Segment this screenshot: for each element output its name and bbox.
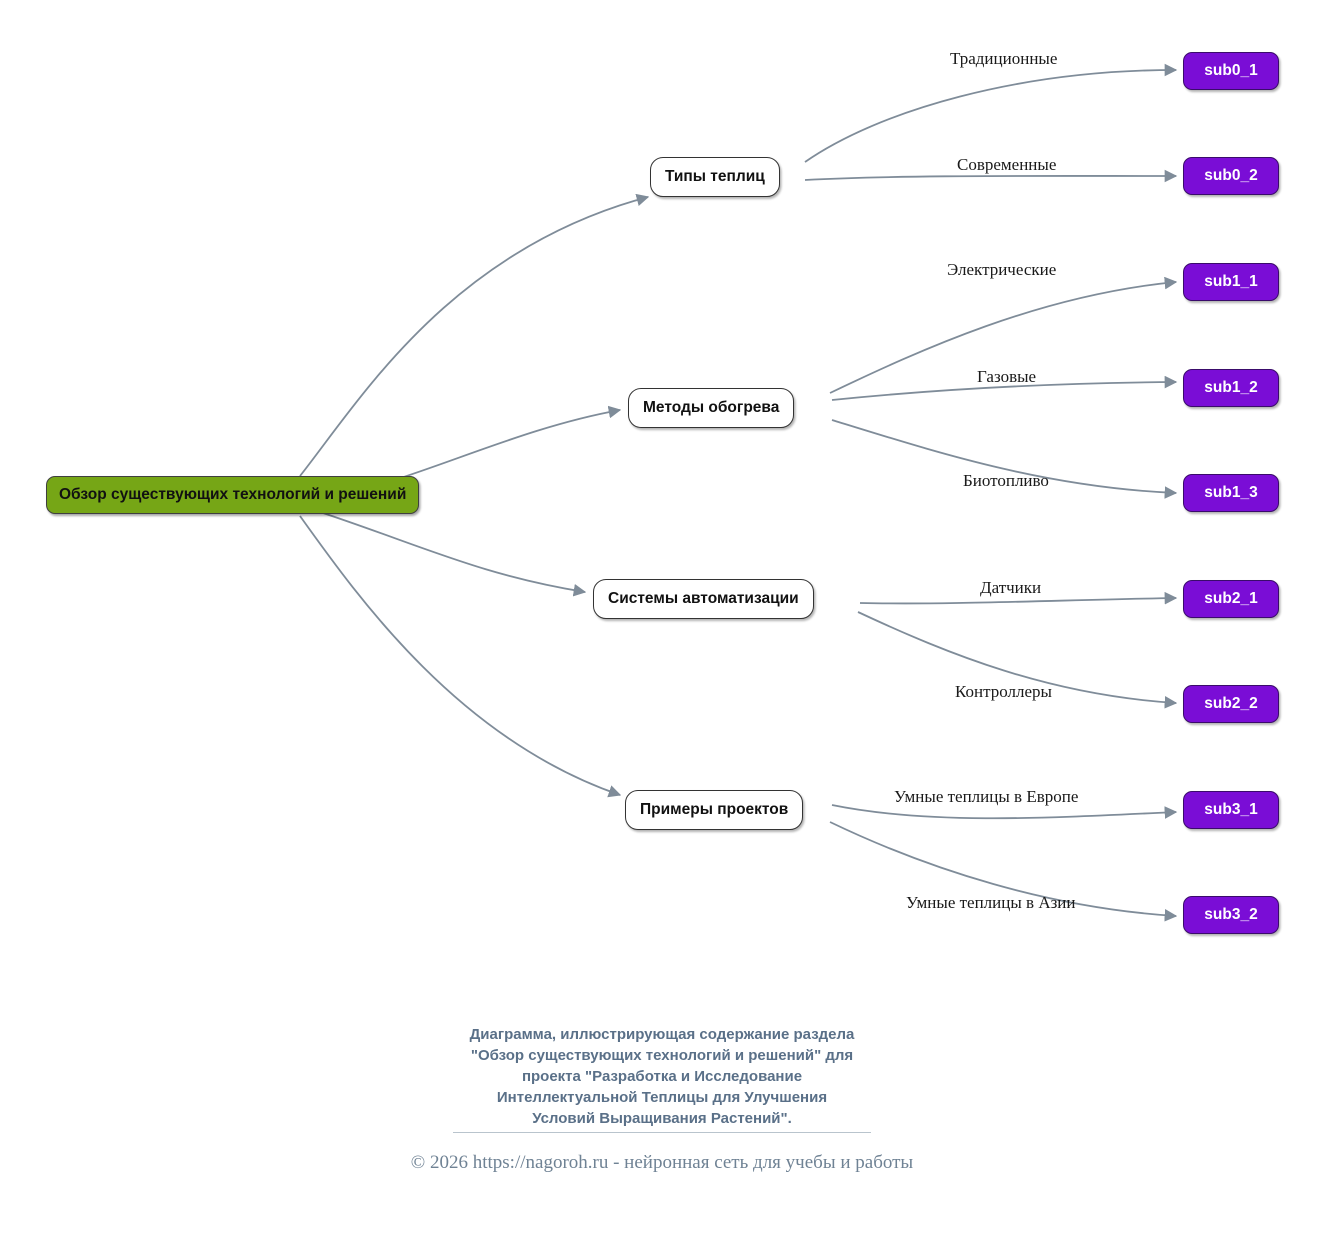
edge-label-controllers: Контроллеры [955, 682, 1052, 701]
footer-credit: © 2026 https://nagoroh.ru - нейронная сеть для учебы и работы [410, 1152, 914, 1173]
node-branch-types[interactable] [650, 157, 780, 197]
node-leaf-sub0_2[interactable] [1183, 157, 1279, 195]
caption-line-4: Интеллектуальной Теплицы для Улучшения [496, 1089, 828, 1106]
node-branch-heating-label: Методы обогрева [643, 399, 780, 416]
caption-line-2: "Обзор существующих технологий и решений" для [470, 1047, 854, 1064]
node-branch-types-label: Типы теплиц [665, 168, 765, 185]
node-leaf-sub2_1-label: sub2_1 [1204, 590, 1258, 607]
edge-label-traditional: Традиционные [950, 49, 1058, 68]
node-branch-projects-label: Примеры проектов [640, 801, 789, 818]
node-root[interactable] [46, 476, 419, 514]
edge-label-gas: Газовые [977, 367, 1037, 386]
node-branch-heating[interactable] [628, 388, 794, 428]
caption-line-5: Условий Выращивания Растений". [532, 1110, 792, 1127]
node-leaf-sub1_3[interactable] [1183, 474, 1279, 512]
node-leaf-sub1_1[interactable] [1183, 263, 1279, 301]
node-branch-automation-label: Системы автоматизации [608, 590, 799, 607]
edge-label-electric: Электрические [947, 260, 1057, 279]
node-leaf-sub1_2[interactable] [1183, 369, 1279, 407]
caption-line-3: проекта "Разработка и Исследование [521, 1068, 803, 1085]
node-leaf-sub3_1-label: sub3_1 [1204, 801, 1258, 818]
caption-divider [453, 1132, 871, 1133]
node-leaf-sub3_2[interactable] [1183, 896, 1279, 934]
node-branch-automation[interactable] [593, 579, 814, 619]
node-leaf-sub2_2[interactable] [1183, 685, 1279, 723]
edge-root-to-types [300, 197, 648, 476]
edge-types-to-sub0_2 [805, 176, 1176, 180]
node-leaf-sub1_2-label: sub1_2 [1204, 379, 1258, 396]
edge-label-smart-greenhouses-asia: Умные теплицы в Азии [906, 893, 1076, 912]
edge-label-smart-greenhouses-europe: Умные теплицы в Европе [894, 787, 1079, 806]
node-leaf-sub3_1[interactable] [1183, 791, 1279, 829]
node-leaf-sub1_1-label: sub1_1 [1204, 273, 1258, 290]
edge-root-to-projects [300, 516, 620, 795]
caption-line-1: Диаграмма, иллюстрирующая содержание раздела [469, 1026, 855, 1043]
edge-label-sensors: Датчики [980, 578, 1042, 597]
edge-types-to-sub0_1 [805, 70, 1176, 162]
edge-label-modern: Современные [957, 155, 1057, 174]
node-leaf-sub0_2-label: sub0_2 [1204, 167, 1258, 184]
node-root-label: Обзор существующих технологий и решений [59, 486, 407, 503]
edge-root-to-automation [320, 512, 585, 592]
node-leaf-sub2_1[interactable] [1183, 580, 1279, 618]
node-leaf-sub1_3-label: sub1_3 [1204, 484, 1258, 501]
node-leaf-sub3_2-label: sub3_2 [1204, 906, 1258, 923]
edge-automation-to-sub2_1 [860, 598, 1176, 603]
node-leaf-sub2_2-label: sub2_2 [1204, 695, 1258, 712]
node-branch-projects[interactable] [625, 790, 803, 830]
node-leaf-sub0_1-label: sub0_1 [1204, 62, 1258, 79]
node-leaf-sub0_1[interactable] [1183, 52, 1279, 90]
edge-label-biofuel: Биотопливо [963, 471, 1049, 490]
